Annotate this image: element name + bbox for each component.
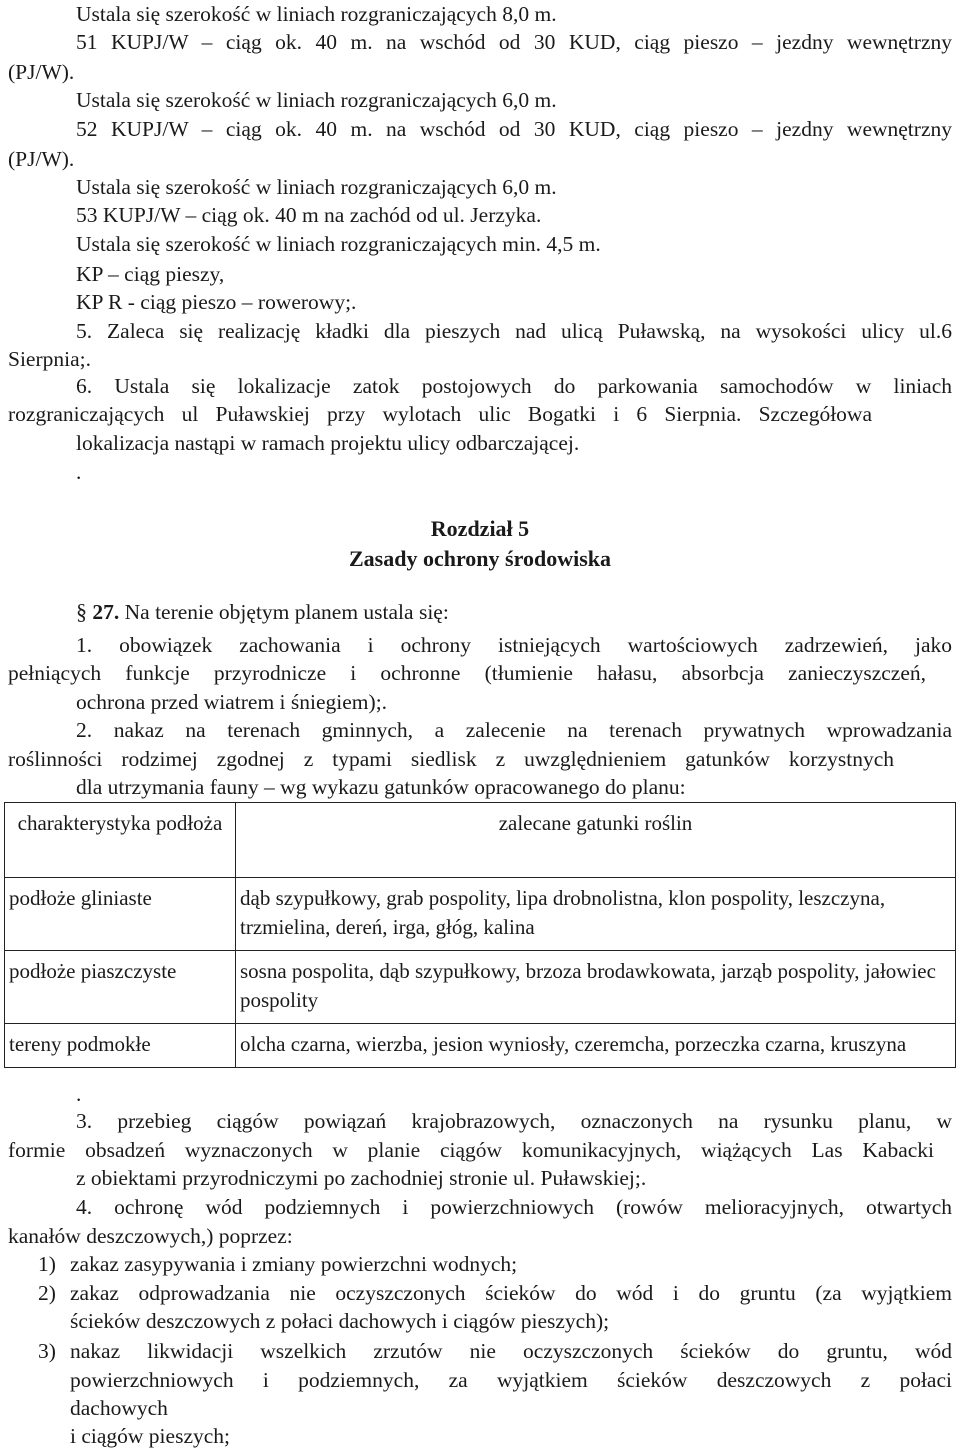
subitem-text: zakaz odprowadzania nie oczyszczonych ścieków do wód i do gruntu (za wyjątkiem — [70, 1281, 952, 1305]
table-cell: podłoże gliniaste — [5, 878, 236, 951]
table-header-cell: charakterystyka podłoża — [5, 803, 236, 878]
table-header-cell: zalecane gatunki roślin — [236, 803, 956, 878]
text-line: Sierpnia;. — [8, 347, 91, 371]
table-cell: dąb szypułkowy, grab pospolity, lipa drobnolistna, klon pospolity, leszczyna, trzmielina, dereń, irga, głóg, kalina — [236, 878, 956, 951]
chapter-number: Rozdział 5 — [430, 516, 530, 541]
section-sign: § — [76, 599, 87, 624]
subitem-number: 3) — [38, 1339, 56, 1363]
text-line: (PJ/W). — [8, 147, 75, 171]
text-line: 3. przebieg ciągów powiązań krajobrazowych, oznaczonych na rysunku planu, w — [76, 1109, 952, 1133]
text-line: KP – ciąg pieszy, — [76, 262, 225, 286]
subitem-text: zakaz zasypywania i zmiany powierzchni wodnych; — [70, 1252, 518, 1276]
text-line: 53 KUPJ/W – ciąg ok. 40 m na zachód od ul. Jerzyka. — [76, 203, 542, 227]
table-cell: olcha czarna, wierzba, jesion wyniosły, czeremcha, porzeczka czarna, kruszyna — [236, 1024, 956, 1068]
paragraph-heading — [76, 598, 449, 626]
subitem-text: ścieków deszczowych z połaci dachowych i ciągów pieszych); — [70, 1309, 610, 1333]
table-row — [5, 951, 956, 1024]
text-line: (PJ/W). — [8, 60, 75, 84]
table-row — [5, 1024, 956, 1068]
text-line: ochrona przed wiatrem i śniegiem);. — [76, 690, 388, 714]
paragraph-number: 27. — [92, 600, 120, 624]
text-line: dla utrzymania fauny – wg wykazu gatunków opracowanego do planu: — [76, 775, 686, 799]
text-line: 2. nakaz na terenach gminnych, a zalecenie na terenach prywatnych wprowadzania — [76, 718, 952, 742]
text-line: Ustala się szerokość w liniach rozgraniczających 6,0 m. — [76, 88, 557, 112]
table-cell: podłoże piaszczyste — [5, 951, 236, 1024]
text-line: pełniących funkcje przyrodnicze i ochronne (tłumienie hałasu, absorbcja zanieczyszczeń, — [8, 661, 926, 685]
chapter-title: Zasady ochrony środowiska — [348, 546, 612, 571]
text-line: 6. Ustala się lokalizacje zatok postojowych do parkowania samochodów w liniach — [76, 374, 952, 398]
text-line: 51 KUPJ/W – ciąg ok. 40 m. na wschód od 30 KUD, ciąg pieszo – jezdny wewnętrzny — [76, 30, 952, 54]
text-line: Ustala się szerokość w liniach rozgraniczających 8,0 m. — [76, 2, 557, 26]
paragraph-intro: Na terenie objętym planem ustala się: — [124, 600, 449, 624]
subitem-text: i ciągów pieszych; — [70, 1424, 231, 1448]
text-line: 4. ochronę wód podziemnych i powierzchniowych (rowów melioracyjnych, otwartych — [76, 1195, 952, 1219]
text-line: formie obsadzeń wyznaczonych w planie ciągów komunikacyjnych, wiążących Las Kabacki — [8, 1138, 934, 1162]
text-line: z obiektami przyrodniczymi po zachodniej stronie ul. Puławskiej;. — [76, 1166, 647, 1190]
text-line: lokalizacja nastąpi w ramach projektu ulicy odbarczającej. — [76, 431, 580, 455]
subitem-number: 2) — [38, 1281, 56, 1305]
text-line: . — [76, 460, 82, 484]
table-cell: tereny podmokłe — [5, 1024, 236, 1068]
text-line: roślinności rodzimej zgodnej z typami siedlisk z uwzględnieniem gatunków korzystnych — [8, 747, 894, 771]
text-line: 52 KUPJ/W – ciąg ok. 40 m. na wschód od 30 KUD, ciąg pieszo – jezdny wewnętrzny — [76, 117, 952, 141]
plant-species-table — [4, 802, 956, 1068]
subitem-text: dachowych — [70, 1396, 168, 1420]
table-header-row — [5, 803, 956, 878]
table-row — [5, 878, 956, 951]
text-line: 1. obowiązek zachowania i ochrony istniejących wartościowych zadrzewień, jako — [76, 633, 952, 657]
text-line: 5. Zaleca się realizację kładki dla pieszych nad ulicą Puławską, na wysokości ulicy ul.6 — [76, 319, 952, 343]
text-line: kanałów deszczowych,) poprzez: — [8, 1224, 293, 1248]
text-line: Ustala się szerokość w liniach rozgraniczających min. 4,5 m. — [76, 232, 601, 256]
text-line: KP R - ciąg pieszo – rowerowy;. — [76, 290, 357, 314]
text-line: Ustala się szerokość w liniach rozgraniczających 6,0 m. — [76, 175, 557, 199]
text-line: . — [76, 1082, 82, 1106]
subitem-number: 1) — [38, 1252, 56, 1276]
text-line: rozgraniczających ul Puławskiej przy wylotach ulic Bogatki i 6 Sierpnia. Szczegółowa — [8, 402, 872, 426]
subitem-text: powierzchniowych i podziemnych, za wyjątkiem ścieków deszczowych z połaci — [70, 1368, 952, 1392]
subitem-text: nakaz likwidacji wszelkich zrzutów nie oczyszczonych ścieków do gruntu, wód — [70, 1339, 952, 1363]
table-cell: sosna pospolita, dąb szypułkowy, brzoza brodawkowata, jarząb pospolity, jałowiec pospolity — [236, 951, 956, 1024]
